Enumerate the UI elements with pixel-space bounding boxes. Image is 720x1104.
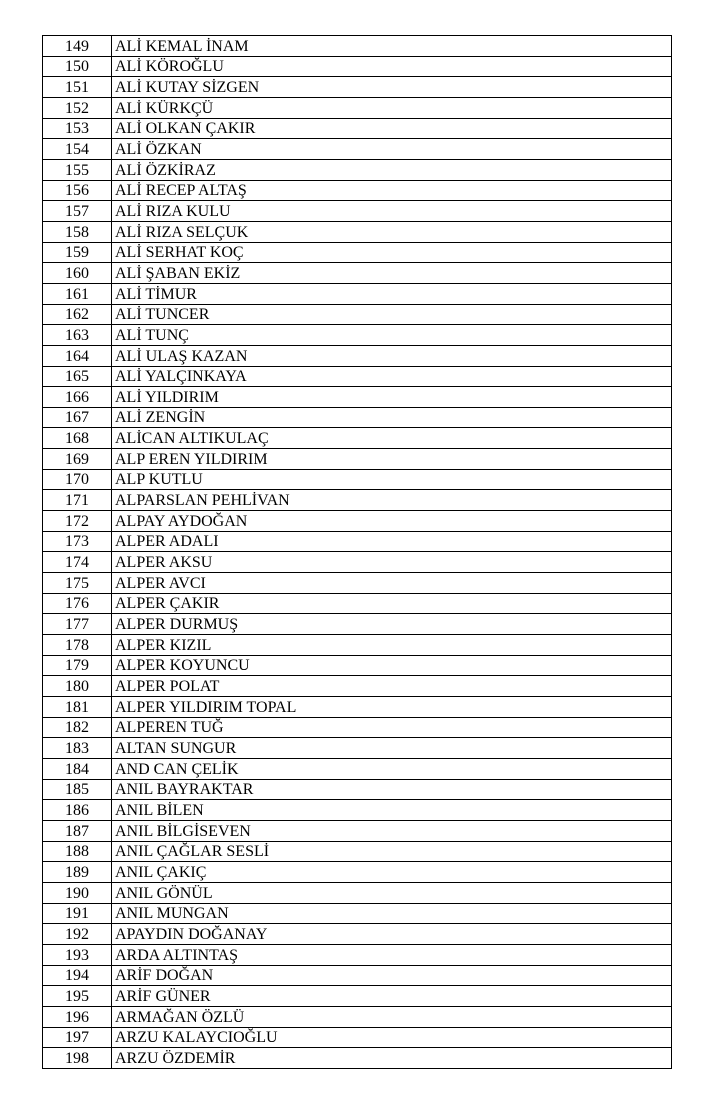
row-name: ALİ RECEP ALTAŞ xyxy=(112,180,672,201)
name-list-table xyxy=(42,35,672,1069)
table-row xyxy=(43,77,672,98)
row-name: ALİ RIZA SELÇUK xyxy=(112,221,672,242)
table-row xyxy=(43,201,672,222)
row-number: 153 xyxy=(43,118,112,139)
row-name: ALPER ÇAKIR xyxy=(112,593,672,614)
row-name: ALİ ÖZKAN xyxy=(112,139,672,160)
row-name: ALİ ULAŞ KAZAN xyxy=(112,345,672,366)
table-row xyxy=(43,944,672,965)
row-number: 157 xyxy=(43,201,112,222)
table-row xyxy=(43,738,672,759)
table-row xyxy=(43,387,672,408)
table-row xyxy=(43,986,672,1007)
table-row xyxy=(43,779,672,800)
table-row xyxy=(43,655,672,676)
row-number: 178 xyxy=(43,635,112,656)
row-name: ALPER YILDIRIM TOPAL xyxy=(112,697,672,718)
row-number: 176 xyxy=(43,593,112,614)
table-row xyxy=(43,676,672,697)
table-row xyxy=(43,635,672,656)
row-name: APAYDIN DOĞANAY xyxy=(112,924,672,945)
row-name: ALİ KÖROĞLU xyxy=(112,56,672,77)
table-row xyxy=(43,758,672,779)
row-number: 159 xyxy=(43,242,112,263)
row-name: ALİ TİMUR xyxy=(112,283,672,304)
row-number: 156 xyxy=(43,180,112,201)
row-number: 190 xyxy=(43,882,112,903)
row-name: ARZU ÖZDEMİR xyxy=(112,1048,672,1069)
row-number: 158 xyxy=(43,221,112,242)
row-number: 154 xyxy=(43,139,112,160)
table-row xyxy=(43,118,672,139)
row-number: 182 xyxy=(43,717,112,738)
row-name: ALPER AVCI xyxy=(112,573,672,594)
row-number: 165 xyxy=(43,366,112,387)
row-name: ALİ TUNCER xyxy=(112,304,672,325)
table-row xyxy=(43,965,672,986)
row-number: 171 xyxy=(43,490,112,511)
row-number: 173 xyxy=(43,531,112,552)
row-name: ANIL ÇAKIÇ xyxy=(112,862,672,883)
row-number: 180 xyxy=(43,676,112,697)
row-name: ALP EREN YILDIRIM xyxy=(112,449,672,470)
table-row xyxy=(43,304,672,325)
table-row xyxy=(43,428,672,449)
table-row xyxy=(43,263,672,284)
row-number: 166 xyxy=(43,387,112,408)
table-row xyxy=(43,903,672,924)
row-number: 185 xyxy=(43,779,112,800)
table-row xyxy=(43,800,672,821)
row-name: ANIL ÇAĞLAR SESLİ xyxy=(112,841,672,862)
row-number: 167 xyxy=(43,407,112,428)
row-number: 193 xyxy=(43,944,112,965)
row-name: ALPAY AYDOĞAN xyxy=(112,511,672,532)
row-name: ALPER DURMUŞ xyxy=(112,614,672,635)
row-number: 150 xyxy=(43,56,112,77)
row-number: 160 xyxy=(43,263,112,284)
table-row xyxy=(43,882,672,903)
row-name: AND CAN ÇELİK xyxy=(112,758,672,779)
table-row xyxy=(43,139,672,160)
row-number: 184 xyxy=(43,758,112,779)
row-name: ALPEREN TUĞ xyxy=(112,717,672,738)
row-name: ALİ KUTAY SİZGEN xyxy=(112,77,672,98)
table-row xyxy=(43,862,672,883)
row-name: ARİF GÜNER xyxy=(112,986,672,1007)
table-row xyxy=(43,573,672,594)
row-name: ANIL BAYRAKTAR xyxy=(112,779,672,800)
row-name: ALİ ŞABAN EKİZ xyxy=(112,263,672,284)
table-row xyxy=(43,159,672,180)
table-row xyxy=(43,449,672,470)
row-name: ALİ ZENGİN xyxy=(112,407,672,428)
row-name: ALİ ÖZKİRAZ xyxy=(112,159,672,180)
table-row xyxy=(43,1006,672,1027)
row-name: ALİ RIZA KULU xyxy=(112,201,672,222)
row-number: 187 xyxy=(43,820,112,841)
row-number: 175 xyxy=(43,573,112,594)
table-row xyxy=(43,283,672,304)
row-name: ARİF DOĞAN xyxy=(112,965,672,986)
row-number: 169 xyxy=(43,449,112,470)
table-row xyxy=(43,56,672,77)
row-number: 194 xyxy=(43,965,112,986)
row-name: ARZU KALAYCIOĞLU xyxy=(112,1027,672,1048)
row-name: ALPARSLAN PEHLİVAN xyxy=(112,490,672,511)
row-name: ANIL GÖNÜL xyxy=(112,882,672,903)
row-number: 195 xyxy=(43,986,112,1007)
table-row xyxy=(43,1048,672,1069)
row-number: 177 xyxy=(43,614,112,635)
row-number: 155 xyxy=(43,159,112,180)
table-row xyxy=(43,924,672,945)
table-row xyxy=(43,697,672,718)
row-name: ALP KUTLU xyxy=(112,469,672,490)
table-row xyxy=(43,552,672,573)
table-row xyxy=(43,717,672,738)
row-name: ANIL MUNGAN xyxy=(112,903,672,924)
table-row xyxy=(43,180,672,201)
row-name: ALPER KIZIL xyxy=(112,635,672,656)
row-number: 186 xyxy=(43,800,112,821)
row-name: ALPER POLAT xyxy=(112,676,672,697)
row-name: ARMAĞAN ÖZLÜ xyxy=(112,1006,672,1027)
row-number: 164 xyxy=(43,345,112,366)
table-row xyxy=(43,490,672,511)
row-number: 151 xyxy=(43,77,112,98)
row-name: ALİ KÜRKÇÜ xyxy=(112,97,672,118)
row-number: 188 xyxy=(43,841,112,862)
row-name: ARDA ALTINTAŞ xyxy=(112,944,672,965)
row-number: 168 xyxy=(43,428,112,449)
row-name: ALİ SERHAT KOÇ xyxy=(112,242,672,263)
table-row xyxy=(43,221,672,242)
row-number: 163 xyxy=(43,325,112,346)
table-row xyxy=(43,511,672,532)
row-name: ALİ YILDIRIM xyxy=(112,387,672,408)
row-name: ALPER AKSU xyxy=(112,552,672,573)
row-number: 181 xyxy=(43,697,112,718)
table-row xyxy=(43,345,672,366)
row-number: 197 xyxy=(43,1027,112,1048)
row-number: 179 xyxy=(43,655,112,676)
row-name: ALİ OLKAN ÇAKIR xyxy=(112,118,672,139)
table-row xyxy=(43,841,672,862)
table-row xyxy=(43,593,672,614)
row-number: 174 xyxy=(43,552,112,573)
table-row xyxy=(43,325,672,346)
row-name: ALİ KEMAL İNAM xyxy=(112,36,672,57)
table-row xyxy=(43,36,672,57)
table-row xyxy=(43,407,672,428)
row-name: ALPER KOYUNCU xyxy=(112,655,672,676)
row-name: ALİ TUNÇ xyxy=(112,325,672,346)
row-name: ALPER ADALI xyxy=(112,531,672,552)
table-row xyxy=(43,1027,672,1048)
row-number: 172 xyxy=(43,511,112,532)
row-name: ALTAN SUNGUR xyxy=(112,738,672,759)
row-number: 161 xyxy=(43,283,112,304)
table-row xyxy=(43,242,672,263)
row-name: ANIL BİLGİSEVEN xyxy=(112,820,672,841)
table-row xyxy=(43,820,672,841)
row-number: 191 xyxy=(43,903,112,924)
row-number: 162 xyxy=(43,304,112,325)
row-number: 170 xyxy=(43,469,112,490)
row-number: 198 xyxy=(43,1048,112,1069)
table-row xyxy=(43,469,672,490)
row-name: ALİCAN ALTIKULAÇ xyxy=(112,428,672,449)
row-number: 149 xyxy=(43,36,112,57)
row-name: ANIL BİLEN xyxy=(112,800,672,821)
row-number: 152 xyxy=(43,97,112,118)
row-number: 192 xyxy=(43,924,112,945)
table-row xyxy=(43,614,672,635)
row-number: 189 xyxy=(43,862,112,883)
row-number: 183 xyxy=(43,738,112,759)
table-row xyxy=(43,531,672,552)
name-list-body xyxy=(43,36,672,1069)
row-number: 196 xyxy=(43,1006,112,1027)
row-name: ALİ YALÇINKAYA xyxy=(112,366,672,387)
table-row xyxy=(43,366,672,387)
table-row xyxy=(43,97,672,118)
